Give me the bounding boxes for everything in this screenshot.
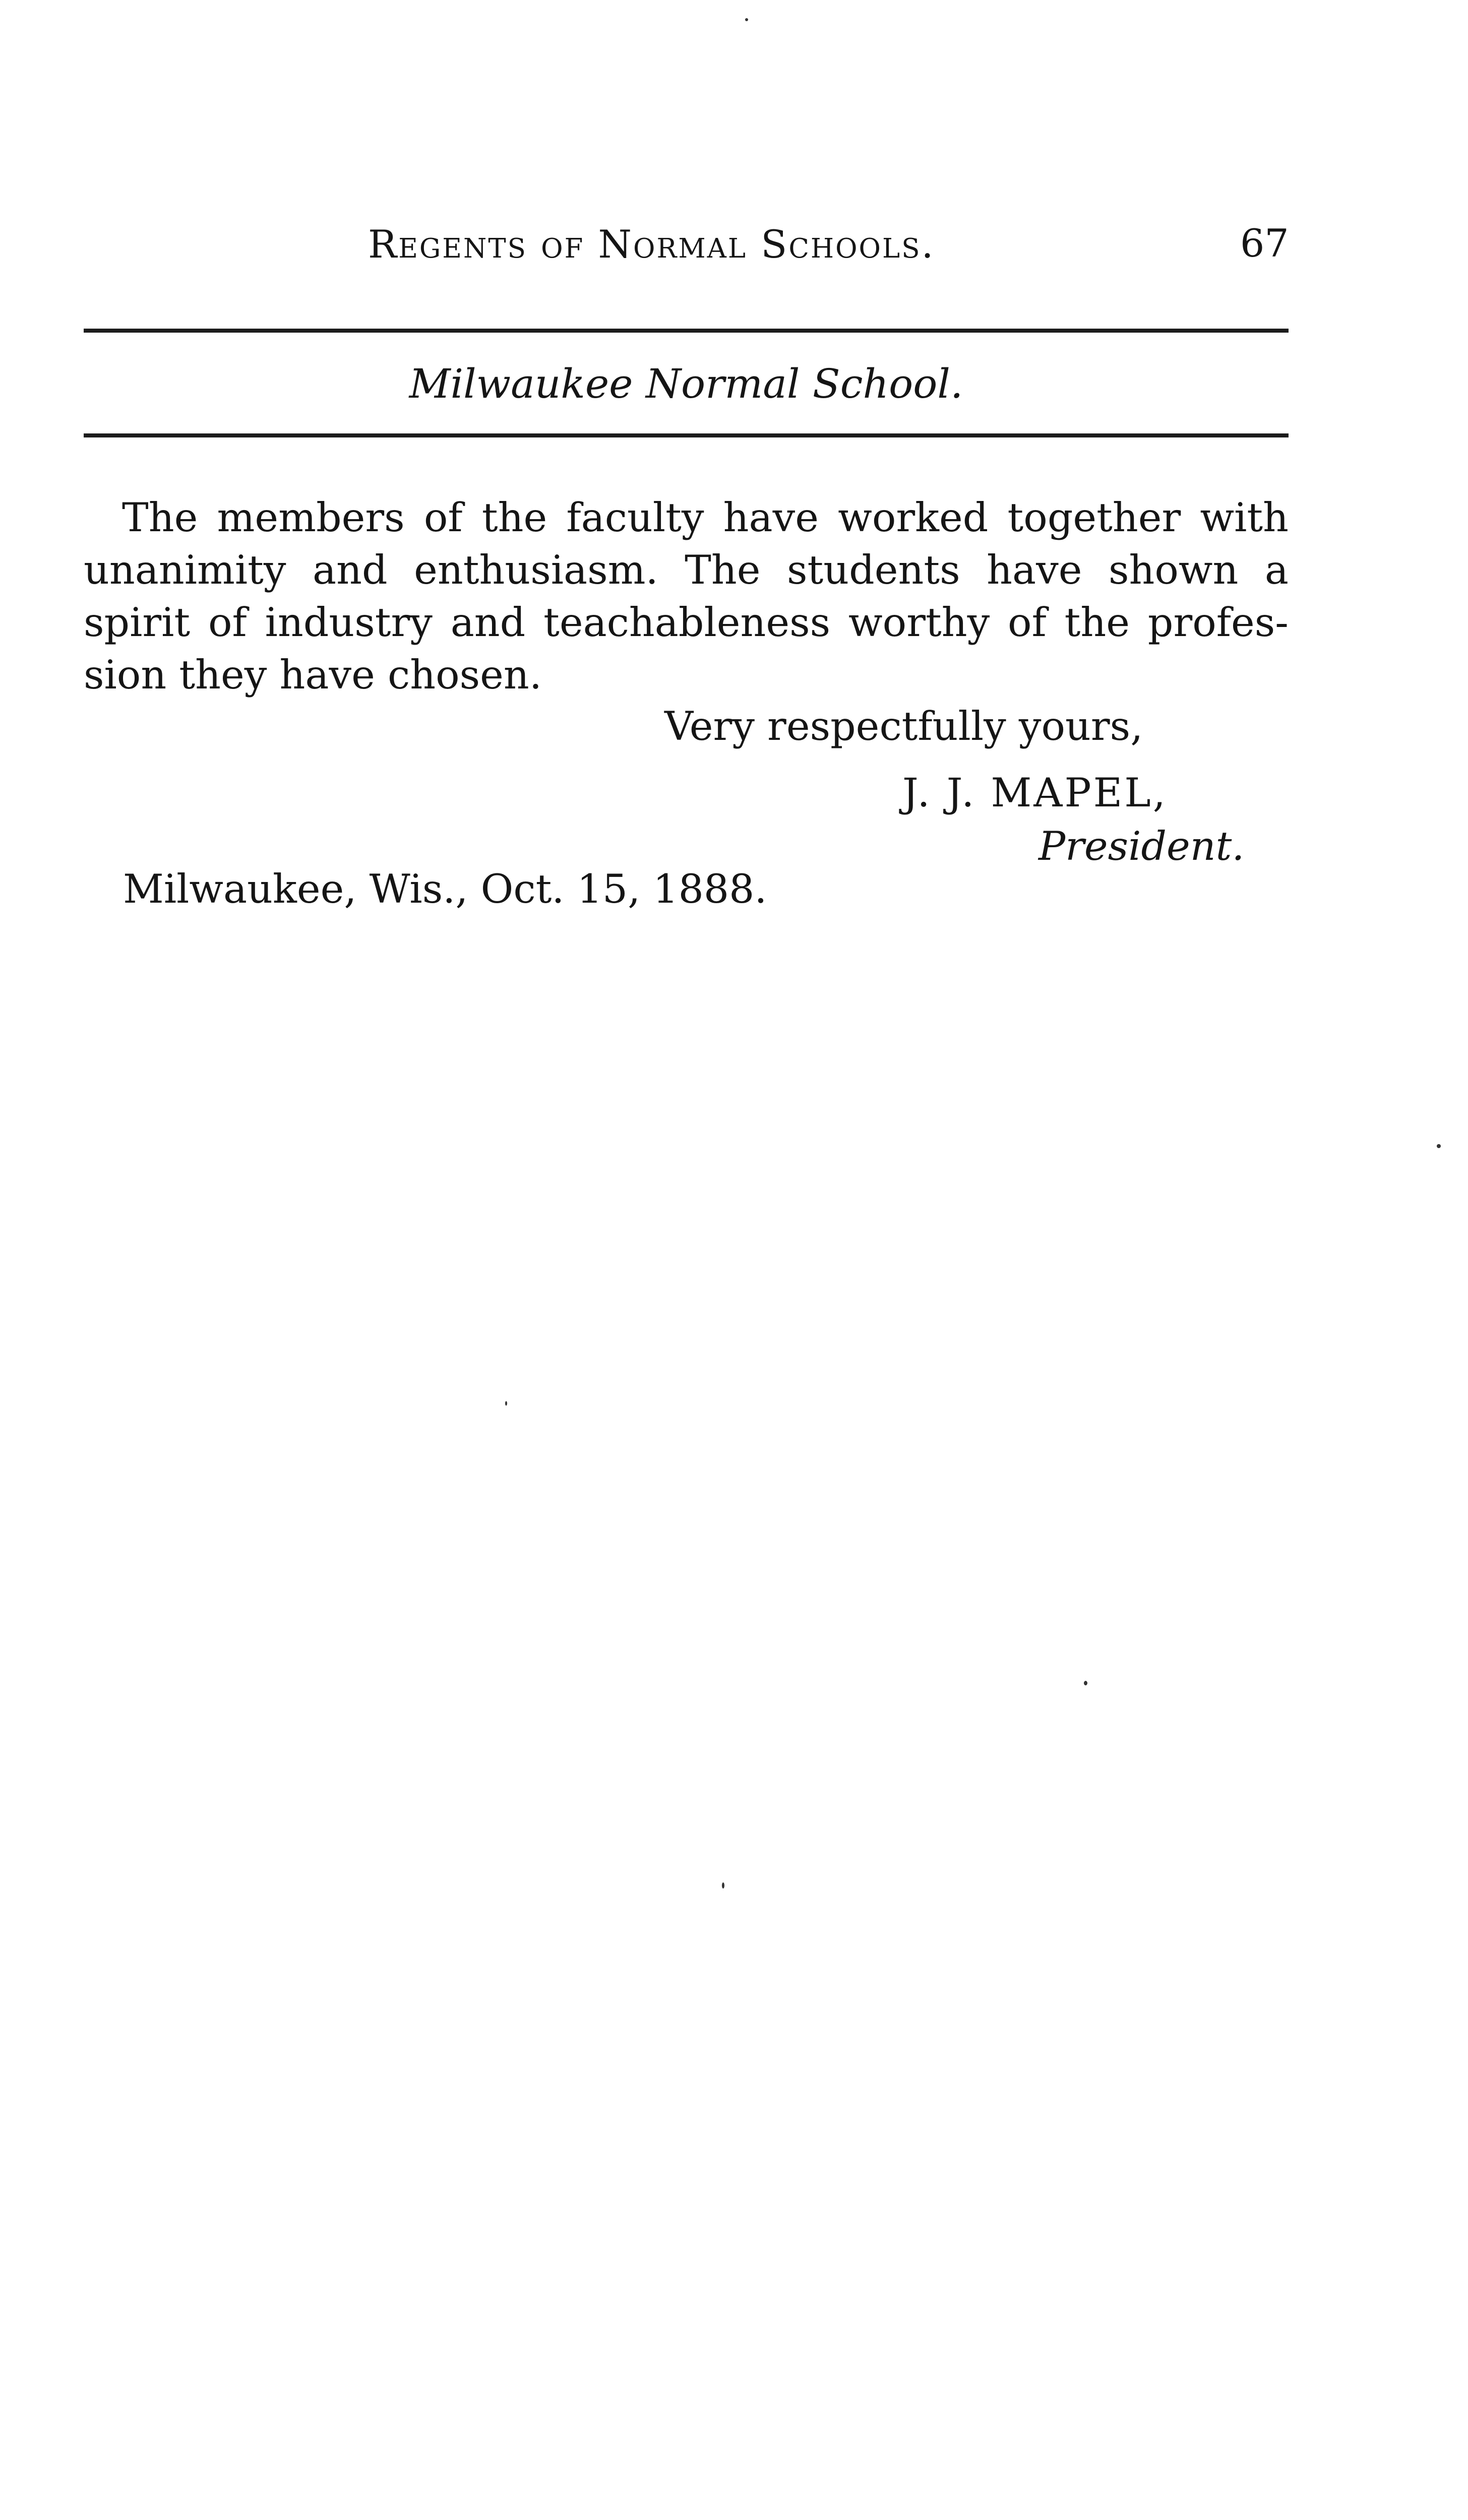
page-number: 67 xyxy=(1240,221,1289,266)
paragraph-line: unanimity and enthusiasm. The students have shown a xyxy=(84,547,1289,593)
paragraph-line: sion they have chosen. xyxy=(84,652,542,698)
paragraph-line: The members of the faculty have worked together with xyxy=(122,494,1289,541)
body-paragraph xyxy=(84,491,1289,701)
signature-name: J. J. MAPEL, xyxy=(902,770,1168,816)
place-and-date: Milwaukee, Wis., Oct. 15, 1888. xyxy=(123,866,767,912)
running-head: Regents of Normal Schools. xyxy=(368,222,935,267)
scan-speck xyxy=(1084,1681,1087,1685)
scan-speck xyxy=(1437,1144,1441,1148)
paragraph-line: spirit of industry and teachableness worthy of the profes- xyxy=(84,599,1289,646)
section-title: Milwaukee Normal School. xyxy=(409,360,963,407)
bottom-rule xyxy=(84,433,1289,437)
scan-speck xyxy=(505,1401,507,1406)
scan-speck xyxy=(722,1882,724,1888)
top-rule xyxy=(84,329,1289,333)
closing-salutation: Very respectfully yours, xyxy=(664,703,1143,749)
signature-title: President. xyxy=(1038,823,1245,869)
scan-speck xyxy=(745,18,748,21)
